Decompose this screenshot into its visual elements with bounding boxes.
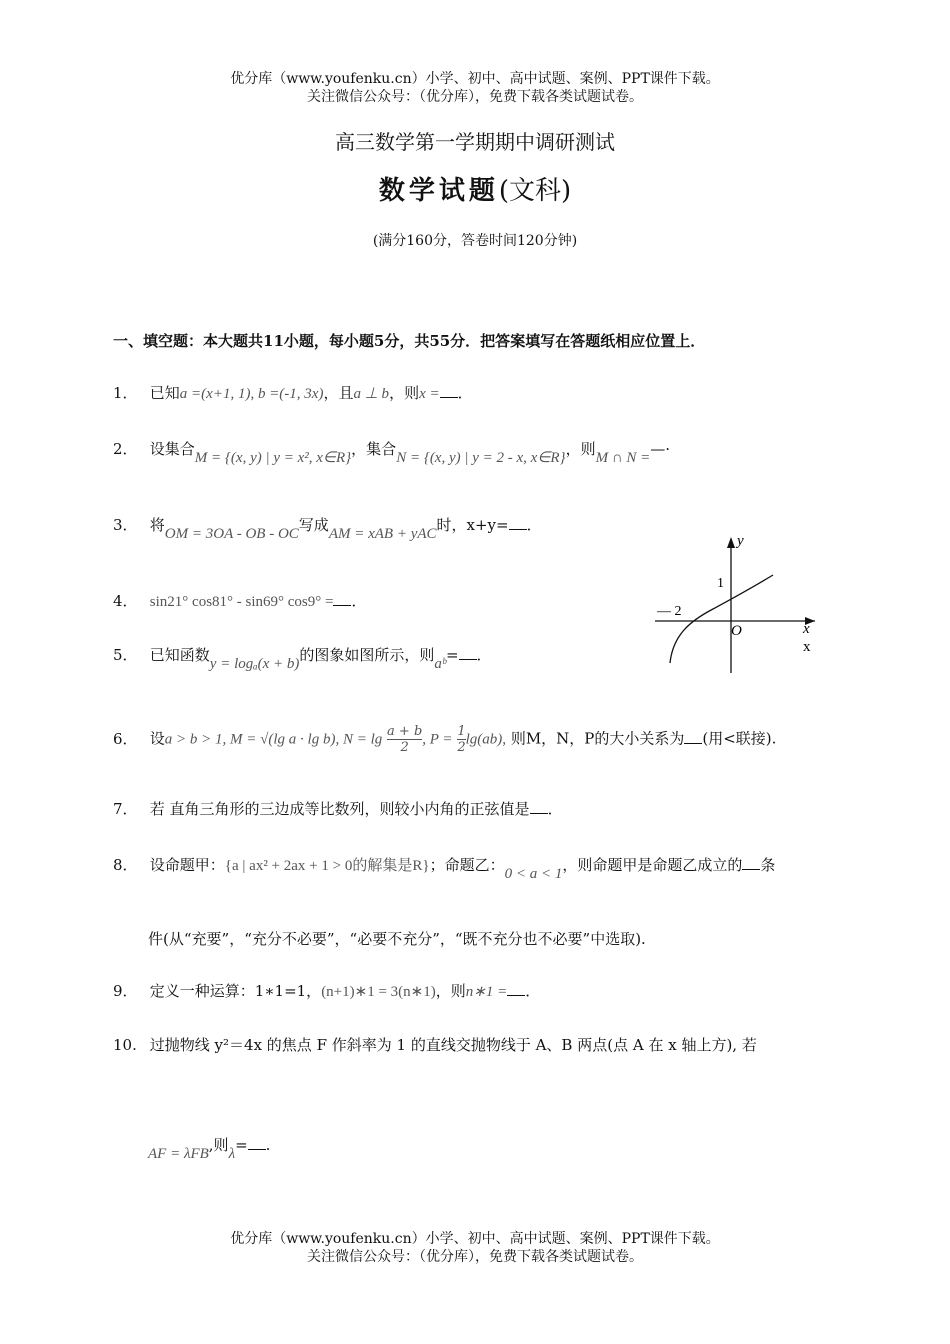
x-axis-label: x <box>803 621 810 637</box>
q1-math-2: a ⊥ b <box>353 386 390 402</box>
y-axis-arrow <box>727 537 735 548</box>
q6-math-2: , P = <box>422 731 453 748</box>
x-tick-label: — 2 <box>657 604 682 619</box>
q9-answer-blank[interactable] <box>507 994 525 996</box>
question-7 <box>113 798 563 819</box>
q8-math-2: 0 < a < 1 <box>504 866 563 882</box>
q1-text-1: 已知 <box>149 384 180 402</box>
q3-text-3: 时，x+y= <box>436 516 509 534</box>
q4-math-1: sin21° cos81° - sin69° cos9° = <box>149 594 334 610</box>
q8-continuation: 件(从“充要”，“充分不必要”，“必要不充分”，“既不充分也不必要”中选取). <box>148 930 646 948</box>
q7-text-1: 若 直角三角形的三边成等比数列，则较小内角的正弦值是 <box>149 800 530 818</box>
q2-text-2: ，集合 <box>351 440 397 458</box>
q10-number: 10. <box>113 1036 137 1054</box>
q7-text-2: ． <box>547 800 563 818</box>
q2-math-2: N = {(x, y) | y = 2 - x, x∈R} <box>396 450 566 466</box>
question-9 <box>113 980 540 1001</box>
q9-text-1: 定义一种运算：1∗1=1， <box>149 982 322 1000</box>
log-function-graph <box>645 525 845 685</box>
q7-number: 7． <box>113 800 138 818</box>
q9-number: 9． <box>113 982 138 1000</box>
q2-math-1: M = {(x, y) | y = x², x∈R} <box>194 450 352 466</box>
q2-number: 2． <box>113 440 138 458</box>
q10-text-1: 过抛物线 y²＝4x 的焦点 F 作斜率为 1 的直线交抛物线于 A、B 两点(点 A 在 x 轴上方), 若 <box>149 1036 757 1054</box>
q8-text-1: 设命题甲： <box>149 856 225 874</box>
q3-text-2: 写成 <box>298 516 329 534</box>
q8-text-4: 条 <box>760 856 776 874</box>
q5-text-4: ． <box>476 646 492 664</box>
q5-text-2: 的图象如图所示，则 <box>299 646 435 664</box>
question-10 <box>113 1034 757 1055</box>
q6-fraction-1 <box>387 724 422 755</box>
q1-text-3: ，则 <box>389 384 420 402</box>
q10-text-3: = <box>235 1136 248 1154</box>
q1-text-4: ． <box>457 384 473 402</box>
q5-number: 5． <box>113 646 138 664</box>
x-axis-label-2: x <box>803 639 811 655</box>
q6-frac-numerator: a + b <box>387 724 423 739</box>
subject-label: 数学试题 <box>378 176 499 206</box>
exam-note: (满分160分，答卷时间120分钟) <box>372 233 578 249</box>
q8-text-2: ；命题乙： <box>429 856 505 874</box>
question-4 <box>113 590 367 611</box>
q6-number: 6． <box>113 729 138 748</box>
q1-math-1: a =(x+1, 1), b =(-1, 3x) <box>179 386 324 402</box>
q6-frac2-numerator: 1 <box>457 724 466 739</box>
subject-suffix: (文科) <box>498 176 572 206</box>
exam-subject <box>0 170 950 207</box>
q1-text-2: ，且 <box>323 384 354 402</box>
q10-math-1: AF = λFB <box>148 1146 209 1162</box>
q9-text-2: ，则 <box>435 982 466 1000</box>
q6-answer-blank[interactable] <box>684 742 702 744</box>
q3-answer-blank[interactable] <box>509 528 527 530</box>
q10-continuation <box>148 1134 271 1162</box>
q1-answer-blank[interactable] <box>440 396 458 398</box>
q8-answer-blank[interactable] <box>742 868 760 870</box>
footer-line-1: 优分库（www.youfenku.cn）小学、初中、高中试题、案例、PPT课件下载。 <box>230 1231 720 1247</box>
q4-answer-blank[interactable] <box>333 604 351 606</box>
q3-math-1: OM = 3OA - OB - OC <box>164 526 299 542</box>
q1-math-3: x = <box>419 386 440 402</box>
q5-text-3: = <box>445 646 459 664</box>
exam-title: 高三数学第一学期期中调研测试 <box>335 130 615 154</box>
q2-text-3: ，则 <box>565 440 596 458</box>
q10-text-4: . <box>265 1136 271 1154</box>
q3-text-1: 将 <box>149 516 165 534</box>
q6-text-1: 设 <box>149 729 165 748</box>
q6-frac-denominator: 2 <box>400 740 409 755</box>
q8-math-1: {a | ax² + 2ax + 1 > 0的解集是R} <box>224 858 430 874</box>
q6-math-1: a > b > 1, M = √(lg a · lg b), N = lg <box>164 731 383 748</box>
q4-text-1: ． <box>351 592 367 610</box>
q6-text-2: 则M，N，P的大小关系为 <box>510 729 685 748</box>
footer-line-2: 关注微信公众号：（优分库），免费下载各类试题试卷。 <box>307 1249 643 1265</box>
q3-math-2: AM = xAB + yAC <box>328 526 437 542</box>
q10-answer-blank[interactable] <box>248 1148 266 1150</box>
q9-text-3: ． <box>525 982 541 1000</box>
q10-text-2: ,则 <box>208 1136 229 1154</box>
q5-math-2: aᵇ <box>434 656 446 672</box>
y-tick-label: 1 <box>717 576 724 591</box>
q6-text-3: (用<联接). <box>702 729 777 748</box>
question-3 <box>113 514 542 542</box>
q6-fraction-2 <box>457 724 465 755</box>
q2-math-3: M ∩ N = <box>595 450 651 466</box>
q8-number: 8． <box>113 856 138 874</box>
q7-answer-blank[interactable] <box>530 812 548 814</box>
q1-number: 1． <box>113 384 138 402</box>
question-8 <box>113 854 776 882</box>
question-6 <box>113 724 776 755</box>
q5-text-1: 已知函数 <box>149 646 210 664</box>
q4-number: 4． <box>113 592 138 610</box>
q5-math-1: y = logₐ(x + b) <box>209 656 300 672</box>
q9-math-2: n∗1 = <box>465 984 508 1000</box>
q5-answer-blank[interactable] <box>459 658 477 660</box>
header-line-1: 优分库（www.youfenku.cn）小学、初中、高中试题、案例、PPT课件下载。 <box>230 71 720 87</box>
q6-frac2-denominator: 2 <box>457 740 466 755</box>
q3-text-4: ． <box>526 516 542 534</box>
q2-text-4: —· <box>650 440 671 458</box>
question-1 <box>113 382 473 403</box>
section-heading: 一、填空题：本大题共11小题，每小题5分，共55分．把答案填写在答题纸相应位置上． <box>113 332 706 350</box>
q2-text-1: 设集合 <box>149 440 195 458</box>
y-axis-label: y <box>737 533 744 549</box>
q6-math-3: lg(ab), <box>465 731 507 748</box>
q8-text-3: ，则命题甲是命题乙成立的 <box>562 856 743 874</box>
question-2 <box>113 438 671 466</box>
q10-math-2: λ <box>228 1146 236 1162</box>
q9-math-1: (n+1)∗1 = 3(n∗1) <box>321 984 436 1000</box>
header-line-2: 关注微信公众号：（优分库），免费下载各类试题试卷。 <box>307 89 643 105</box>
origin-label: O <box>731 623 742 639</box>
question-5 <box>113 644 492 672</box>
q3-number: 3． <box>113 516 138 534</box>
